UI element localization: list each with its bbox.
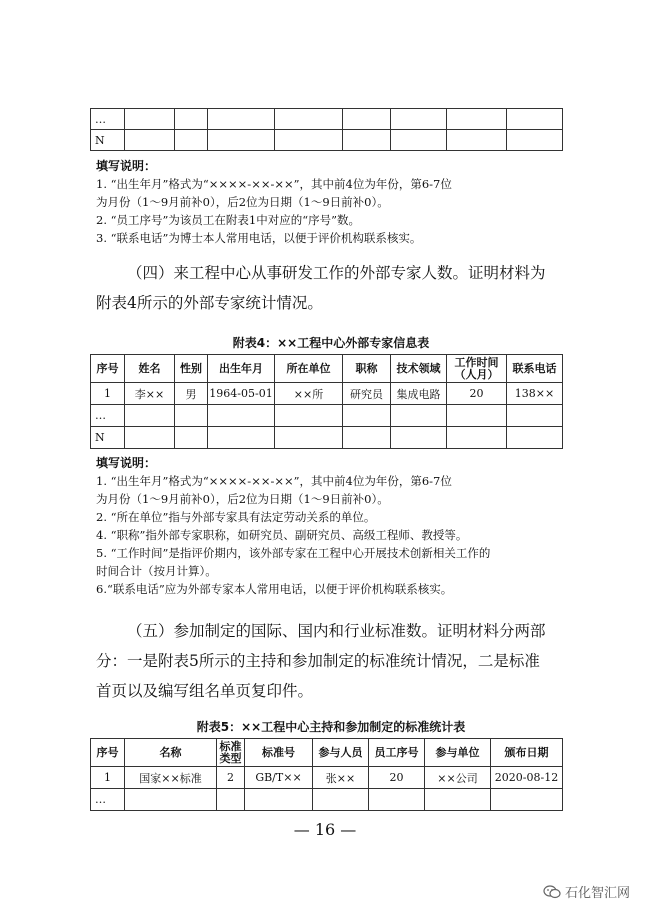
table-row — [91, 767, 563, 789]
table-cell: 张×× — [313, 767, 369, 789]
table-cell — [313, 789, 369, 811]
table-header-cell: 标准号 — [245, 739, 313, 767]
table-cell: 研究员 — [343, 383, 391, 405]
table-cell — [175, 405, 208, 427]
table-cell: 集成电路 — [391, 383, 447, 405]
table-cell — [447, 130, 507, 151]
notes-2-line: 为月份（1～9月前补0），后2位为日期（1～9日前补0）。 — [96, 492, 389, 506]
notes-2-line: 时间合计（按月计算）。 — [96, 564, 217, 578]
table-continued-body — [91, 109, 563, 151]
paragraph-line: 分：一是附表5所示的主持和参加制定的标准统计情况，二是标准 — [96, 652, 540, 670]
table-header-cell: 颁布日期 — [491, 739, 563, 767]
table-cell: 20 — [447, 383, 507, 405]
table-cell — [343, 405, 391, 427]
table-cell — [391, 405, 447, 427]
notes-1-title: 填写说明： — [96, 159, 157, 173]
table-cell: 国家××标准 — [125, 767, 217, 789]
table-cell — [217, 789, 245, 811]
table-cell — [507, 405, 563, 427]
table-cell — [175, 427, 208, 449]
notes-1-line: 2. “员工序号”为该员工在附表1中对应的“序号”数。 — [96, 213, 360, 227]
table-cell: N — [91, 427, 125, 449]
table-cell — [275, 405, 343, 427]
table-cell — [125, 789, 217, 811]
paragraph-line: （四）来工程中心从事研发工作的外部专家人数。证明材料为 — [127, 264, 546, 282]
notes-1 — [96, 157, 566, 247]
table-cell — [208, 405, 275, 427]
table-cell: 男 — [175, 383, 208, 405]
notes-1-line: 1. “出生年月”格式为“××××-××-××”，其中前4位为年份，第6-7位 — [96, 177, 452, 191]
paragraph-line: （五）参加制定的国际、国内和行业标准数。证明材料分两部 — [127, 622, 546, 640]
table-header-row — [91, 739, 563, 767]
table-row — [91, 789, 563, 811]
table-5-header — [91, 739, 563, 767]
table-cell: 1964-05-01 — [208, 383, 275, 405]
table-header-row — [91, 355, 563, 383]
table-row — [91, 130, 563, 151]
table-cell — [447, 405, 507, 427]
table-row — [91, 427, 563, 449]
table-5 — [90, 738, 563, 811]
table-cell: 138×× — [507, 383, 563, 405]
table-4-caption: 附表4：××工程中心外部专家信息表 — [232, 336, 430, 350]
page-number: — 16 — — [293, 820, 357, 839]
table-cell — [245, 789, 313, 811]
table-cell: N — [91, 130, 125, 151]
table-cell — [208, 109, 275, 130]
table-cell — [275, 427, 343, 449]
paragraph-4 — [96, 258, 566, 318]
table-cell: ××公司 — [425, 767, 491, 789]
table-cell — [125, 109, 175, 130]
table-cell: 1 — [91, 383, 125, 405]
table-header-cell: 序号 — [91, 739, 125, 767]
table-cell — [275, 130, 343, 151]
table-cell: 李×× — [125, 383, 175, 405]
table-cell — [491, 789, 563, 811]
table-cell — [125, 427, 175, 449]
table-cell: ××所 — [275, 383, 343, 405]
paragraph-5 — [96, 616, 566, 706]
table-cell — [447, 109, 507, 130]
notes-2-line: 2. “所在单位”指与外部专家具有法定劳动关系的单位。 — [96, 510, 376, 524]
table-cell: GB/T×× — [245, 767, 313, 789]
table-header-cell: 联系电话 — [507, 355, 563, 383]
table-header-cell: 序号 — [91, 355, 125, 383]
table-header-cell: 性别 — [175, 355, 208, 383]
table-header-cell: 标准类型 — [217, 739, 245, 767]
table-cell — [343, 109, 391, 130]
table-cell: … — [91, 109, 125, 130]
table-header-cell: 参与单位 — [425, 739, 491, 767]
notes-2 — [96, 454, 566, 598]
table-header-cell: 技术领域 — [391, 355, 447, 383]
notes-2-line: 5. “工作时间”是指评价期内，该外部专家在工程中心开展技术创新相关工作的 — [96, 546, 491, 560]
table-header-cell: 参与人员 — [313, 739, 369, 767]
table-cell — [208, 427, 275, 449]
table-5-body — [91, 767, 563, 811]
table-cell — [391, 130, 447, 151]
notes-1-line: 3. “联系电话”为博士本人常用电话，以便于评价机构联系核实。 — [96, 231, 422, 245]
paragraph-line: 首页以及编写组名单页复印件。 — [96, 682, 314, 700]
table-cell: 1 — [91, 767, 125, 789]
table-4-body — [91, 383, 563, 449]
notes-1-line: 为月份（1～9月前补0），后2位为日期（1～9日前补0）。 — [96, 195, 389, 209]
table-cell — [175, 109, 208, 130]
table-cell — [507, 130, 563, 151]
table-cell: 20 — [369, 767, 425, 789]
notes-2-line: 1. “出生年月”格式为“××××-××-××”，其中前4位为年份，第6-7位 — [96, 474, 452, 488]
table-cell — [208, 130, 275, 151]
watermark — [543, 882, 630, 901]
notes-2-line: 4. “职称”指外部专家职称，如研究员、副研究员、高级工程师、教授等。 — [96, 528, 468, 542]
table-cell — [275, 109, 343, 130]
watermark-text: 石化智汇网 — [564, 886, 630, 901]
table-continued — [90, 108, 563, 151]
table-cell: 2020-08-12 — [491, 767, 563, 789]
table-cell — [507, 109, 563, 130]
table-cell — [125, 130, 175, 151]
table-header-cell: 所在单位 — [275, 355, 343, 383]
table-cell: … — [91, 405, 125, 427]
notes-2-line: 6.“联系电话”应为外部专家本人常用电话，以便于评价机构联系核实。 — [96, 582, 453, 596]
table-row — [91, 405, 563, 427]
table-4-header — [91, 355, 563, 383]
table-cell — [125, 405, 175, 427]
table-cell: … — [91, 789, 125, 811]
table-cell — [425, 789, 491, 811]
table-4 — [90, 354, 563, 449]
wechat-icon — [543, 885, 561, 899]
table-cell — [343, 427, 391, 449]
table-cell — [507, 427, 563, 449]
paragraph-line: 附表4所示的外部专家统计情况。 — [96, 294, 323, 312]
table-row — [91, 383, 563, 405]
table-header-cell: 姓名 — [125, 355, 175, 383]
table-header-cell: 职称 — [343, 355, 391, 383]
table-cell — [369, 789, 425, 811]
table-cell: 2 — [217, 767, 245, 789]
notes-2-title: 填写说明： — [96, 456, 157, 470]
table-header-cell: 出生年月 — [208, 355, 275, 383]
table-header-cell: 名称 — [125, 739, 217, 767]
table-cell — [391, 427, 447, 449]
table-header-cell: 工作时间（人月） — [447, 355, 507, 383]
table-5-caption: 附表5：××工程中心主持和参加制定的标准统计表 — [196, 720, 466, 734]
table-cell — [175, 130, 208, 151]
table-header-cell: 员工序号 — [369, 739, 425, 767]
table-row — [91, 109, 563, 130]
table-cell — [447, 427, 507, 449]
table-cell — [343, 130, 391, 151]
table-cell — [391, 109, 447, 130]
